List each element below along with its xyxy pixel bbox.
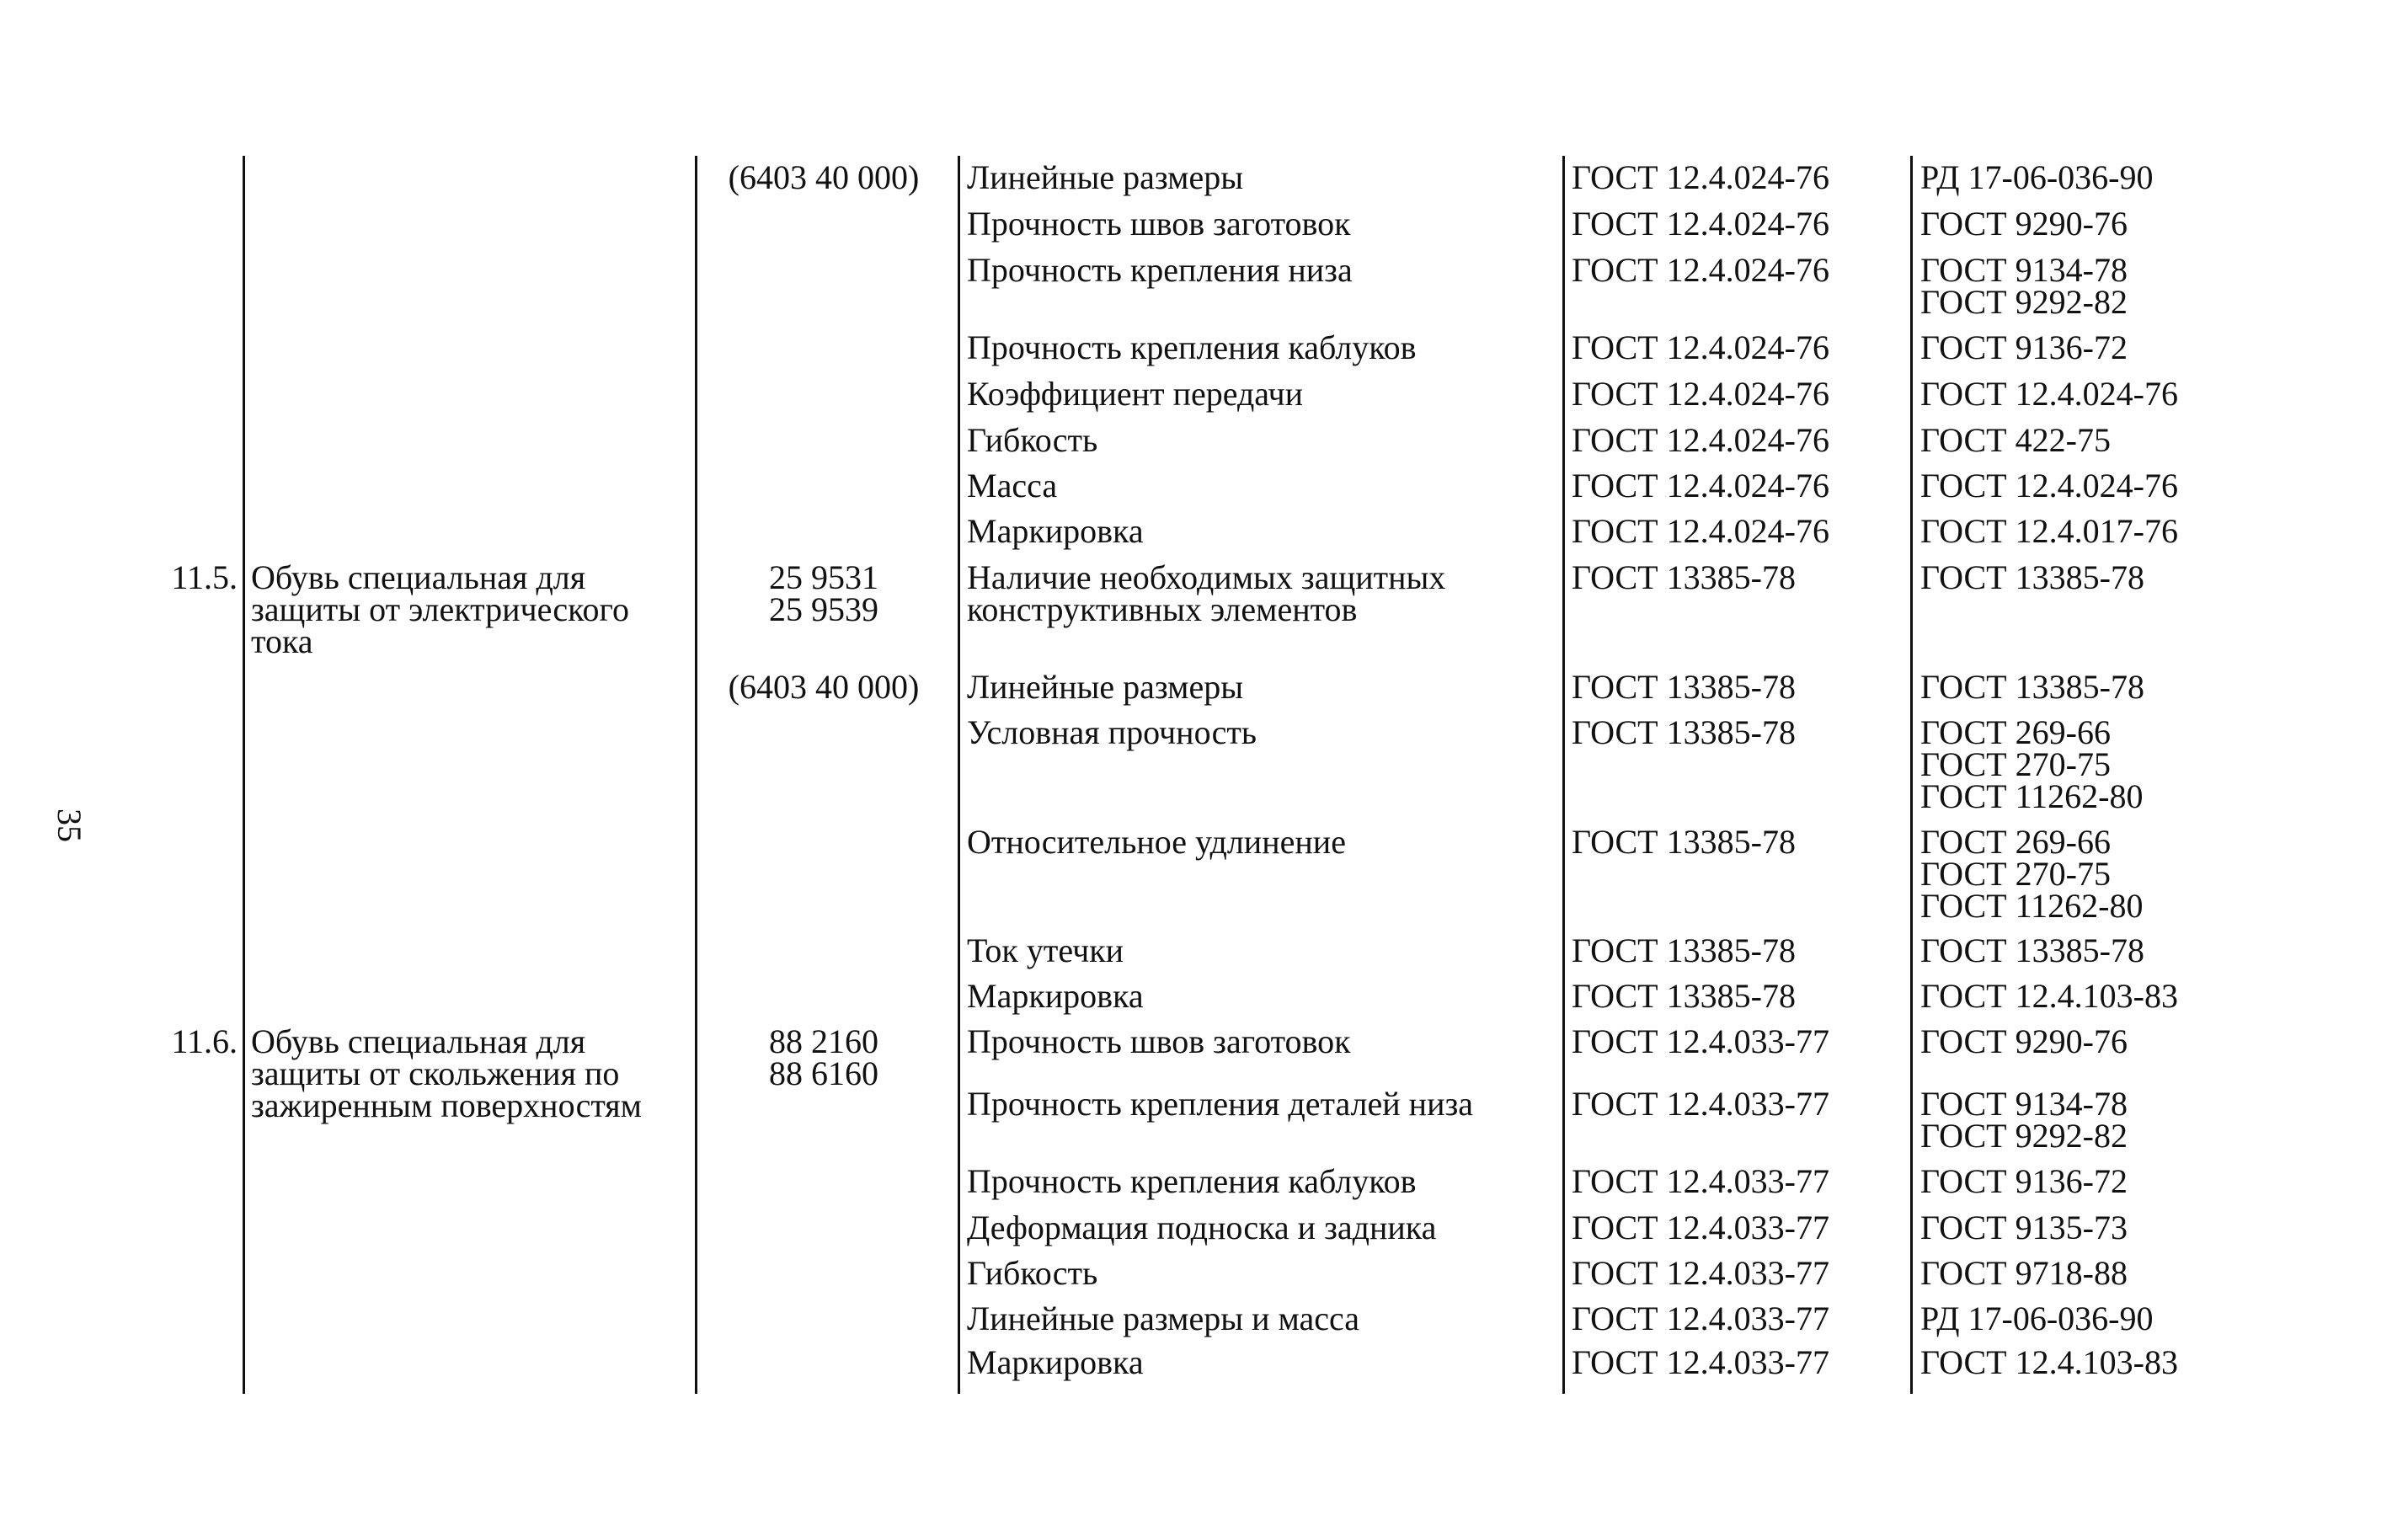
indicator-name	[967, 1022, 1556, 1060]
product-code	[704, 158, 943, 196]
indicator-name	[967, 158, 1556, 196]
indicator-name	[967, 512, 1556, 550]
requirements-standard	[1572, 977, 1909, 1015]
requirements-standard-line: ГОСТ 13385-78	[1572, 931, 1796, 969]
requirements-standard	[1572, 668, 1909, 706]
requirements-standard	[1572, 1209, 1909, 1246]
requirements-standard	[1572, 931, 1909, 969]
indicator-name-line: Маркировка	[967, 1343, 1144, 1381]
requirements-standard-line: ГОСТ 12.4.024-76	[1572, 251, 1829, 289]
indicator-name-line: Гибкость	[967, 1254, 1098, 1292]
test-method-standard-line: ГОСТ 269-66	[1920, 823, 2111, 861]
test-method-standard	[1920, 251, 2392, 321]
indicator-name	[967, 1254, 1556, 1292]
requirements-standard-line: ГОСТ 12.4.033-77	[1572, 1209, 1829, 1246]
test-method-standard	[1920, 713, 2392, 815]
test-method-standard-line: ГОСТ 9136-72	[1920, 1162, 2128, 1200]
indicator-name	[967, 421, 1556, 459]
product-name-line: Обувь специальная для	[251, 1022, 586, 1060]
requirements-standard	[1572, 1162, 1909, 1200]
test-method-standard-line: ГОСТ 12.4.103-83	[1920, 977, 2178, 1015]
test-method-standard	[1920, 931, 2392, 969]
requirements-standard-line: ГОСТ 12.4.033-77	[1572, 1085, 1829, 1123]
indicator-name	[967, 205, 1556, 243]
requirements-standard	[1572, 375, 1909, 413]
requirements-standard	[1572, 1085, 1909, 1123]
test-method-standard	[1920, 1343, 2392, 1381]
requirements-standard	[1572, 251, 1909, 289]
test-method-standard	[1920, 1300, 2392, 1337]
test-method-standard-line: ГОСТ 13385-78	[1920, 558, 2144, 596]
test-method-standard	[1920, 512, 2392, 550]
table-rule-1	[243, 156, 245, 1394]
test-method-standard	[1920, 1254, 2392, 1292]
product-name-line: защиты от электрического	[251, 590, 629, 628]
requirements-standard	[1572, 512, 1909, 550]
test-method-standard-line: ГОСТ 422-75	[1920, 421, 2111, 459]
test-method-standard-line: РД 17-06-036-90	[1920, 1300, 2154, 1337]
requirements-standard	[1572, 467, 1909, 504]
indicator-name	[967, 668, 1556, 706]
indicator-name-line: Коэффициент передачи	[967, 375, 1303, 413]
test-method-standard	[1920, 467, 2392, 504]
test-method-standard-line: ГОСТ 12.4.103-83	[1920, 1343, 2178, 1381]
indicator-name-line: Масса	[967, 467, 1058, 504]
test-method-standard	[1920, 375, 2392, 413]
indicator-name-line: Прочность крепления деталей низа	[967, 1085, 1474, 1123]
indicator-name-line: Прочность швов заготовок	[967, 1022, 1351, 1060]
table-rule-5	[1910, 156, 1913, 1394]
test-method-standard-line: ГОСТ 9292-82	[1920, 1117, 2128, 1155]
requirements-standard	[1572, 558, 1909, 596]
test-method-standard-line: ГОСТ 9292-82	[1920, 283, 2128, 321]
table-rule-2	[695, 156, 697, 1394]
requirements-standard-line: ГОСТ 12.4.033-77	[1572, 1162, 1829, 1200]
requirements-standard-line: ГОСТ 12.4.033-77	[1572, 1300, 1829, 1337]
item-number	[145, 1022, 238, 1060]
test-method-standard	[1920, 205, 2392, 243]
indicator-name-line: Прочность крепления низа	[967, 251, 1353, 289]
indicator-name-line: конструктивных элементов	[967, 590, 1358, 628]
requirements-standard-line: ГОСТ 13385-78	[1572, 668, 1796, 706]
requirements-standard	[1572, 1254, 1909, 1292]
indicator-name	[967, 931, 1556, 969]
test-method-standard	[1920, 668, 2392, 706]
requirements-standard-line: ГОСТ 13385-78	[1572, 558, 1796, 596]
indicator-name-line: Прочность крепления каблуков	[967, 1162, 1417, 1200]
indicator-name-line: Деформация подноска и задника	[967, 1209, 1437, 1246]
test-method-standard	[1920, 1085, 2392, 1155]
indicator-name	[967, 823, 1556, 861]
indicator-name-line: Прочность крепления каблуков	[967, 328, 1417, 366]
requirements-standard-line: ГОСТ 13385-78	[1572, 823, 1796, 861]
product-name	[251, 558, 689, 660]
product-code-line: 25 9531	[769, 558, 878, 596]
product-code	[704, 668, 943, 706]
indicator-name	[967, 328, 1556, 366]
indicator-name-line: Гибкость	[967, 421, 1098, 459]
product-code	[704, 1022, 943, 1092]
indicator-name	[967, 1162, 1556, 1200]
table-rule-3	[958, 156, 960, 1394]
requirements-standard	[1572, 823, 1909, 861]
test-method-standard-line: ГОСТ 9136-72	[1920, 328, 2128, 366]
requirements-standard-line: ГОСТ 12.4.024-76	[1572, 512, 1829, 550]
test-method-standard	[1920, 328, 2392, 366]
test-method-standard-line: ГОСТ 12.4.017-76	[1920, 512, 2178, 550]
indicator-name	[967, 1343, 1556, 1381]
test-method-standard-line: ГОСТ 270-75	[1920, 855, 2111, 893]
test-method-standard-line: ГОСТ 9718-88	[1920, 1254, 2128, 1292]
indicator-name	[967, 977, 1556, 1015]
test-method-standard-line: ГОСТ 9135-73	[1920, 1209, 2128, 1246]
test-method-standard-line: ГОСТ 13385-78	[1920, 668, 2144, 706]
test-method-standard	[1920, 558, 2392, 596]
test-method-standard-line: ГОСТ 9290-76	[1920, 205, 2128, 243]
indicator-name	[967, 251, 1556, 289]
requirements-standard	[1572, 1022, 1909, 1060]
indicator-name	[967, 1300, 1556, 1337]
test-method-standard-line: ГОСТ 11262-80	[1920, 777, 2144, 815]
indicator-name	[967, 375, 1556, 413]
test-method-standard-line: ГОСТ 11262-80	[1920, 887, 2144, 925]
test-method-standard-line: РД 17-06-036-90	[1920, 158, 2154, 196]
requirements-standard-line: ГОСТ 12.4.024-76	[1572, 328, 1829, 366]
indicator-name-line: Линейные размеры	[967, 668, 1244, 706]
product-name-line: тока	[251, 622, 313, 660]
requirements-standard-line: ГОСТ 12.4.033-77	[1572, 1343, 1829, 1381]
indicator-name	[967, 1209, 1556, 1246]
product-code	[704, 558, 943, 628]
requirements-standard-line: ГОСТ 13385-78	[1572, 977, 1796, 1015]
requirements-standard-line: ГОСТ 13385-78	[1572, 713, 1796, 751]
requirements-standard	[1572, 1300, 1909, 1337]
requirements-standard-line: ГОСТ 12.4.024-76	[1572, 467, 1829, 504]
requirements-standard-line: ГОСТ 12.4.024-76	[1572, 421, 1829, 459]
test-method-standard-line: ГОСТ 269-66	[1920, 713, 2111, 751]
indicator-name-line: Прочность швов заготовок	[967, 205, 1351, 243]
product-code-line: (6403 40 000)	[728, 158, 920, 196]
test-method-standard-line: ГОСТ 12.4.024-76	[1920, 375, 2178, 413]
requirements-standard-line: ГОСТ 12.4.033-77	[1572, 1022, 1829, 1060]
test-method-standard-line: ГОСТ 9290-76	[1920, 1022, 2128, 1060]
product-code-line: 88 6160	[769, 1054, 878, 1092]
item-number-line: 11.5.	[171, 558, 238, 596]
table-rule-4	[1562, 156, 1565, 1394]
test-method-standard-line: ГОСТ 9134-78	[1920, 1085, 2128, 1123]
indicator-name	[967, 467, 1556, 504]
requirements-standard-line: ГОСТ 12.4.033-77	[1572, 1254, 1829, 1292]
test-method-standard	[1920, 421, 2392, 459]
test-method-standard-line: ГОСТ 270-75	[1920, 745, 2111, 783]
requirements-standard-line: ГОСТ 12.4.024-76	[1572, 205, 1829, 243]
indicator-name-line: Маркировка	[967, 977, 1144, 1015]
indicator-name-line: Линейные размеры и масса	[967, 1300, 1360, 1337]
indicator-name	[967, 713, 1556, 751]
requirements-standard	[1572, 158, 1909, 196]
product-name-line: защиты от скольжения по	[251, 1054, 620, 1092]
requirements-standard	[1572, 205, 1909, 243]
test-method-standard-line: ГОСТ 9134-78	[1920, 251, 2128, 289]
requirements-standard	[1572, 328, 1909, 366]
test-method-standard	[1920, 1209, 2392, 1246]
product-code-line: (6403 40 000)	[728, 668, 920, 706]
product-code-line: 25 9539	[769, 590, 878, 628]
item-number-line: 11.6.	[171, 1022, 238, 1060]
indicator-name-line: Наличие необходимых защитных	[967, 558, 1446, 596]
product-code-line: 88 2160	[769, 1022, 878, 1060]
test-method-standard	[1920, 158, 2392, 196]
indicator-name	[967, 1085, 1556, 1123]
test-method-standard	[1920, 823, 2392, 925]
indicator-name-line: Условная прочность	[967, 713, 1257, 751]
test-method-standard-line: ГОСТ 12.4.024-76	[1920, 467, 2178, 504]
test-method-standard	[1920, 1022, 2392, 1060]
page-number: 35	[51, 809, 88, 842]
item-number	[145, 558, 238, 596]
test-method-standard	[1920, 977, 2392, 1015]
requirements-standard	[1572, 1343, 1909, 1381]
indicator-name-line: Линейные размеры	[967, 158, 1244, 196]
product-name	[251, 1022, 689, 1124]
product-name-line: зажиренным поверхностям	[251, 1086, 642, 1124]
indicator-name-line: Относительное удлинение	[967, 823, 1346, 861]
requirements-standard	[1572, 713, 1909, 751]
indicator-name-line: Маркировка	[967, 512, 1144, 550]
product-name-line: Обувь специальная для	[251, 558, 586, 596]
requirements-standard-line: ГОСТ 12.4.024-76	[1572, 375, 1829, 413]
indicator-name	[967, 558, 1556, 628]
requirements-standard	[1572, 421, 1909, 459]
requirements-standard-line: ГОСТ 12.4.024-76	[1572, 158, 1829, 196]
test-method-standard-line: ГОСТ 13385-78	[1920, 931, 2144, 969]
indicator-name-line: Ток утечки	[967, 931, 1124, 969]
test-method-standard	[1920, 1162, 2392, 1200]
